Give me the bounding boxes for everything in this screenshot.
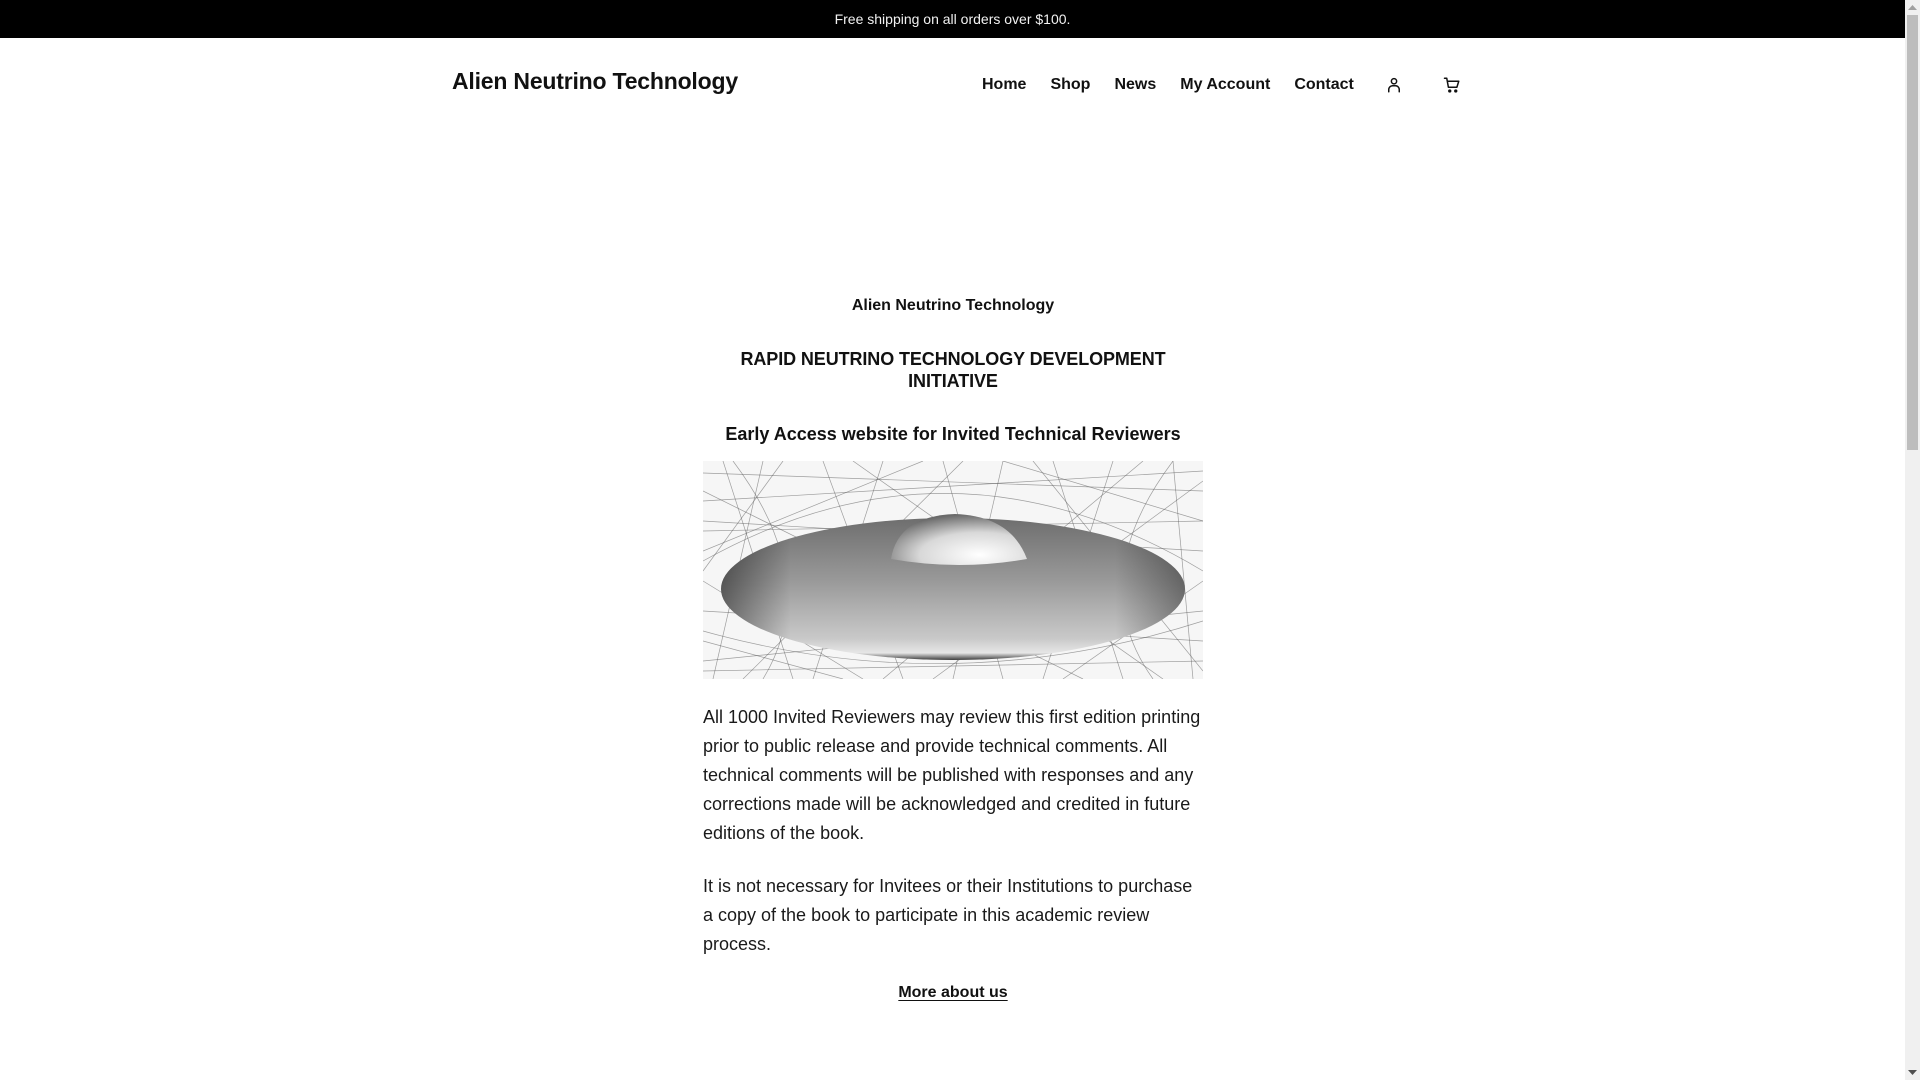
more-about-us-link[interactable]: More about us <box>898 984 1008 1001</box>
main-nav <box>982 73 1494 97</box>
section-kicker: Alien Neutrino Technology <box>851 297 1055 314</box>
purchase-note-paragraph: It is not necessary for Invitees or their Institutions to purchase a copy of the book to participate in this academic review process. <box>703 876 1193 954</box>
main-content <box>703 296 1203 1002</box>
cart-button[interactable] <box>1440 73 1464 97</box>
arrow-down-icon <box>1908 1070 1917 1075</box>
scrollbar-thumb[interactable] <box>1907 15 1918 450</box>
user-icon <box>1385 76 1403 94</box>
hero-image-saucer <box>703 461 1203 679</box>
nav-home[interactable]: Home <box>982 76 1027 93</box>
nav-my-account[interactable]: My Account <box>1180 76 1271 93</box>
announcement-bar <box>0 0 1905 38</box>
saucer-illustration <box>703 461 1203 679</box>
nav-shop[interactable]: Shop <box>1050 76 1091 93</box>
site-logo[interactable]: Alien Neutrino Technology <box>452 68 738 94</box>
scroll-up-button[interactable] <box>1905 0 1920 15</box>
headline-initiative: RAPID NEUTRINO TECHNOLOGY DEVELOPMENT INITIATIVE <box>740 349 1166 391</box>
vertical-scrollbar[interactable] <box>1905 0 1920 1080</box>
nav-contact[interactable]: Contact <box>1294 76 1354 93</box>
account-button[interactable] <box>1382 73 1406 97</box>
arrow-up-icon <box>1908 5 1917 10</box>
cart-icon <box>1443 76 1461 94</box>
headline-early-access: Early Access website for Invited Technical Reviewers <box>725 424 1181 444</box>
intro-paragraph: All 1000 Invited Reviewers may review this first edition printing prior to public release and provide technical comments. All technical comments will be published with responses and any corrections made will be acknowledged and credited in future editions of the book. <box>703 707 1201 843</box>
site-header <box>0 38 1905 128</box>
announcement-text: Free shipping on all orders over $100. <box>834 11 1071 27</box>
scroll-down-button[interactable] <box>1905 1065 1920 1080</box>
nav-news[interactable]: News <box>1114 76 1157 93</box>
